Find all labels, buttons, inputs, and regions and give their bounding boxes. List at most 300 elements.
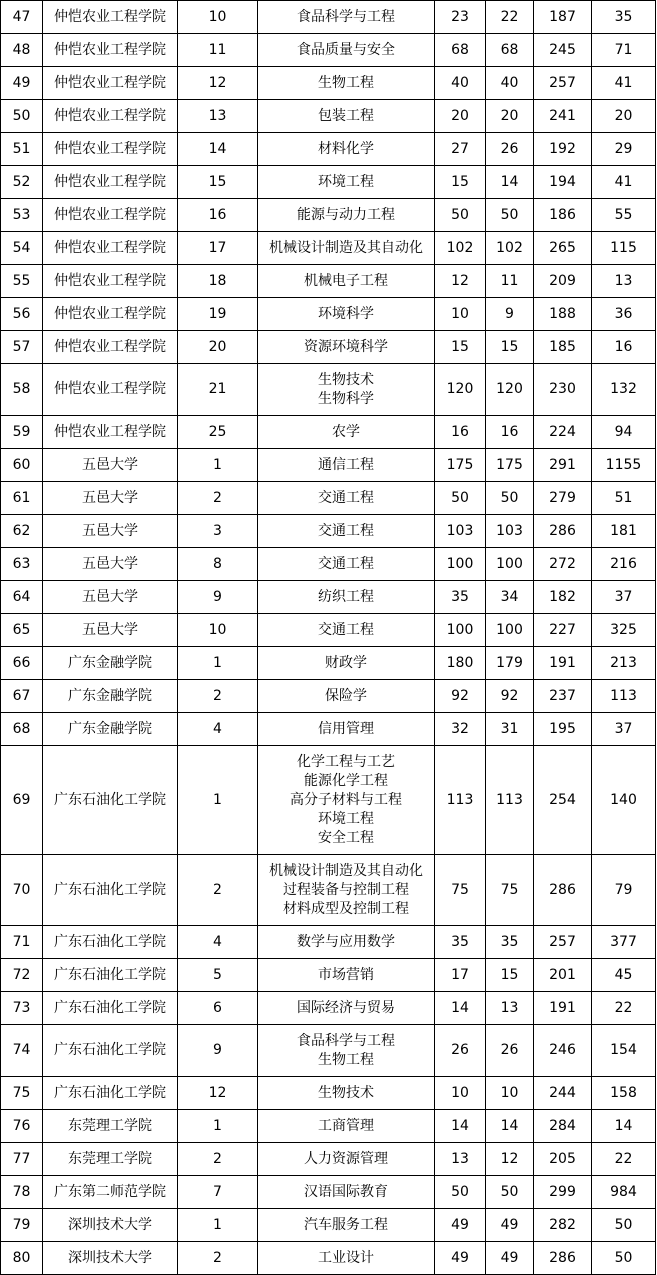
school-name-cell: 广东石油化工学院 xyxy=(43,1077,178,1110)
group-code-cell: 3 xyxy=(178,515,258,548)
admitted-count-cell: 113 xyxy=(486,746,534,855)
major-name: 食品科学与工程 xyxy=(297,1032,395,1049)
school-name-cell: 仲恺农业工程学院 xyxy=(43,416,178,449)
plan-count-cell: 15 xyxy=(435,331,486,364)
major-cell xyxy=(258,34,435,67)
major-cell xyxy=(258,1,435,34)
rank-cell: 41 xyxy=(592,67,656,100)
major-cell xyxy=(258,1176,435,1209)
rank-cell: 984 xyxy=(592,1176,656,1209)
major-cell xyxy=(258,992,435,1025)
major-name: 生物技术 xyxy=(318,1084,374,1101)
min-score-cell: 195 xyxy=(534,713,592,746)
school-name-cell: 仲恺农业工程学院 xyxy=(43,133,178,166)
rank-cell: 132 xyxy=(592,364,656,416)
row-number-cell: 64 xyxy=(1,581,43,614)
admitted-count-cell: 49 xyxy=(486,1242,534,1275)
group-code-cell: 14 xyxy=(178,133,258,166)
plan-count-cell: 175 xyxy=(435,449,486,482)
major-cell xyxy=(258,199,435,232)
major-name: 财政学 xyxy=(325,654,367,671)
row-number-cell: 71 xyxy=(1,926,43,959)
rank-cell: 50 xyxy=(592,1242,656,1275)
row-number-cell: 68 xyxy=(1,713,43,746)
table-row xyxy=(1,100,656,133)
rank-cell: 377 xyxy=(592,926,656,959)
min-score-cell: 187 xyxy=(534,1,592,34)
major-cell xyxy=(258,746,435,855)
major-name: 过程装备与控制工程 xyxy=(283,881,409,898)
rank-cell: 154 xyxy=(592,1025,656,1077)
major-cell xyxy=(258,1077,435,1110)
group-code-cell: 9 xyxy=(178,1025,258,1077)
table-row xyxy=(1,364,656,416)
table-row xyxy=(1,265,656,298)
group-code-cell: 15 xyxy=(178,166,258,199)
plan-count-cell: 15 xyxy=(435,166,486,199)
table-row xyxy=(1,855,656,926)
min-score-cell: 241 xyxy=(534,100,592,133)
row-number-cell: 65 xyxy=(1,614,43,647)
school-name-cell: 五邑大学 xyxy=(43,449,178,482)
row-number-cell: 48 xyxy=(1,34,43,67)
major-cell xyxy=(258,680,435,713)
row-number-cell: 80 xyxy=(1,1242,43,1275)
plan-count-cell: 35 xyxy=(435,581,486,614)
min-score-cell: 227 xyxy=(534,614,592,647)
major-name: 机械设计制造及其自动化 xyxy=(269,239,423,256)
major-name: 资源环境科学 xyxy=(304,338,388,355)
table-row xyxy=(1,1143,656,1176)
min-score-cell: 254 xyxy=(534,746,592,855)
row-number-cell: 77 xyxy=(1,1143,43,1176)
row-number-cell: 62 xyxy=(1,515,43,548)
admitted-count-cell: 92 xyxy=(486,680,534,713)
plan-count-cell: 14 xyxy=(435,1110,486,1143)
plan-count-cell: 75 xyxy=(435,855,486,926)
row-number-cell: 59 xyxy=(1,416,43,449)
rank-cell: 36 xyxy=(592,298,656,331)
major-cell xyxy=(258,166,435,199)
plan-count-cell: 10 xyxy=(435,298,486,331)
min-score-cell: 257 xyxy=(534,926,592,959)
major-cell xyxy=(258,133,435,166)
school-name-cell: 仲恺农业工程学院 xyxy=(43,166,178,199)
group-code-cell: 17 xyxy=(178,232,258,265)
major-name: 市场营销 xyxy=(318,966,374,983)
admitted-count-cell: 75 xyxy=(486,855,534,926)
rank-cell: 213 xyxy=(592,647,656,680)
min-score-cell: 286 xyxy=(534,1242,592,1275)
min-score-cell: 244 xyxy=(534,1077,592,1110)
admitted-count-cell: 9 xyxy=(486,298,534,331)
school-name-cell: 广东石油化工学院 xyxy=(43,959,178,992)
major-name: 高分子材料与工程 xyxy=(290,791,402,808)
table-body xyxy=(1,1,656,1275)
admitted-count-cell: 10 xyxy=(486,1077,534,1110)
major-name: 保险学 xyxy=(325,687,367,704)
table-row xyxy=(1,298,656,331)
plan-count-cell: 35 xyxy=(435,926,486,959)
rank-cell: 71 xyxy=(592,34,656,67)
major-name: 数学与应用数学 xyxy=(297,933,395,950)
rank-cell: 22 xyxy=(592,992,656,1025)
plan-count-cell: 20 xyxy=(435,100,486,133)
plan-count-cell: 16 xyxy=(435,416,486,449)
group-code-cell: 18 xyxy=(178,265,258,298)
group-code-cell: 13 xyxy=(178,100,258,133)
plan-count-cell: 27 xyxy=(435,133,486,166)
min-score-cell: 192 xyxy=(534,133,592,166)
admitted-count-cell: 100 xyxy=(486,548,534,581)
school-name-cell: 深圳技术大学 xyxy=(43,1209,178,1242)
table-row xyxy=(1,34,656,67)
table-row xyxy=(1,746,656,855)
group-code-cell: 7 xyxy=(178,1176,258,1209)
school-name-cell: 仲恺农业工程学院 xyxy=(43,34,178,67)
min-score-cell: 272 xyxy=(534,548,592,581)
admitted-count-cell: 35 xyxy=(486,926,534,959)
rank-cell: 325 xyxy=(592,614,656,647)
group-code-cell: 11 xyxy=(178,34,258,67)
school-name-cell: 仲恺农业工程学院 xyxy=(43,199,178,232)
rank-cell: 41 xyxy=(592,166,656,199)
table-row xyxy=(1,713,656,746)
rank-cell: 37 xyxy=(592,581,656,614)
table-row xyxy=(1,331,656,364)
row-number-cell: 61 xyxy=(1,482,43,515)
group-code-cell: 1 xyxy=(178,1209,258,1242)
table-row xyxy=(1,1,656,34)
major-cell xyxy=(258,548,435,581)
row-number-cell: 72 xyxy=(1,959,43,992)
row-number-cell: 47 xyxy=(1,1,43,34)
table-row xyxy=(1,1176,656,1209)
rank-cell: 16 xyxy=(592,331,656,364)
min-score-cell: 194 xyxy=(534,166,592,199)
major-cell xyxy=(258,614,435,647)
admitted-count-cell: 40 xyxy=(486,67,534,100)
school-name-cell: 广东金融学院 xyxy=(43,680,178,713)
plan-count-cell: 49 xyxy=(435,1209,486,1242)
plan-count-cell: 12 xyxy=(435,265,486,298)
admitted-count-cell: 100 xyxy=(486,614,534,647)
group-code-cell: 5 xyxy=(178,959,258,992)
major-name: 能源与动力工程 xyxy=(297,206,395,223)
admitted-count-cell: 103 xyxy=(486,515,534,548)
row-number-cell: 51 xyxy=(1,133,43,166)
school-name-cell: 东莞理工学院 xyxy=(43,1143,178,1176)
major-name: 食品质量与安全 xyxy=(297,41,395,58)
rank-cell: 113 xyxy=(592,680,656,713)
table-row xyxy=(1,482,656,515)
rank-cell: 140 xyxy=(592,746,656,855)
major-name: 环境科学 xyxy=(318,305,374,322)
rank-cell: 29 xyxy=(592,133,656,166)
admitted-count-cell: 50 xyxy=(486,1176,534,1209)
school-name-cell: 五邑大学 xyxy=(43,515,178,548)
table-row xyxy=(1,926,656,959)
rank-cell: 1155 xyxy=(592,449,656,482)
group-code-cell: 10 xyxy=(178,1,258,34)
major-cell xyxy=(258,515,435,548)
group-code-cell: 4 xyxy=(178,926,258,959)
row-number-cell: 53 xyxy=(1,199,43,232)
min-score-cell: 282 xyxy=(534,1209,592,1242)
min-score-cell: 191 xyxy=(534,992,592,1025)
row-number-cell: 55 xyxy=(1,265,43,298)
school-name-cell: 广东第二师范学院 xyxy=(43,1176,178,1209)
major-cell xyxy=(258,1143,435,1176)
min-score-cell: 185 xyxy=(534,331,592,364)
row-number-cell: 57 xyxy=(1,331,43,364)
admitted-count-cell: 26 xyxy=(486,1025,534,1077)
admitted-count-cell: 14 xyxy=(486,166,534,199)
min-score-cell: 186 xyxy=(534,199,592,232)
admitted-count-cell: 50 xyxy=(486,482,534,515)
min-score-cell: 201 xyxy=(534,959,592,992)
plan-count-cell: 103 xyxy=(435,515,486,548)
plan-count-cell: 120 xyxy=(435,364,486,416)
row-number-cell: 74 xyxy=(1,1025,43,1077)
table-row xyxy=(1,992,656,1025)
major-cell xyxy=(258,713,435,746)
school-name-cell: 五邑大学 xyxy=(43,614,178,647)
admitted-count-cell: 49 xyxy=(486,1209,534,1242)
group-code-cell: 25 xyxy=(178,416,258,449)
admitted-count-cell: 20 xyxy=(486,100,534,133)
group-code-cell: 2 xyxy=(178,680,258,713)
major-cell xyxy=(258,364,435,416)
school-name-cell: 仲恺农业工程学院 xyxy=(43,331,178,364)
plan-count-cell: 113 xyxy=(435,746,486,855)
group-code-cell: 8 xyxy=(178,548,258,581)
rank-cell: 45 xyxy=(592,959,656,992)
group-code-cell: 1 xyxy=(178,449,258,482)
major-name: 生物工程 xyxy=(318,74,374,91)
min-score-cell: 245 xyxy=(534,34,592,67)
school-name-cell: 东莞理工学院 xyxy=(43,1110,178,1143)
rank-cell: 35 xyxy=(592,1,656,34)
major-name: 国际经济与贸易 xyxy=(297,999,395,1016)
group-code-cell: 2 xyxy=(178,855,258,926)
table-row xyxy=(1,1077,656,1110)
major-cell xyxy=(258,416,435,449)
rank-cell: 14 xyxy=(592,1110,656,1143)
school-name-cell: 五邑大学 xyxy=(43,548,178,581)
major-name: 通信工程 xyxy=(318,456,374,473)
admitted-count-cell: 15 xyxy=(486,331,534,364)
major-name: 环境工程 xyxy=(318,173,374,190)
row-number-cell: 58 xyxy=(1,364,43,416)
major-cell xyxy=(258,232,435,265)
min-score-cell: 279 xyxy=(534,482,592,515)
rank-cell: 55 xyxy=(592,199,656,232)
table-row xyxy=(1,1025,656,1077)
major-name: 农学 xyxy=(332,423,360,440)
min-score-cell: 257 xyxy=(534,67,592,100)
school-name-cell: 广东石油化工学院 xyxy=(43,926,178,959)
major-cell xyxy=(258,449,435,482)
school-name-cell: 仲恺农业工程学院 xyxy=(43,232,178,265)
school-name-cell: 广东金融学院 xyxy=(43,713,178,746)
rank-cell: 79 xyxy=(592,855,656,926)
major-name: 生物工程 xyxy=(318,1051,374,1068)
group-code-cell: 12 xyxy=(178,1077,258,1110)
row-number-cell: 76 xyxy=(1,1110,43,1143)
plan-count-cell: 100 xyxy=(435,548,486,581)
table-row xyxy=(1,166,656,199)
major-cell xyxy=(258,482,435,515)
table-row xyxy=(1,1209,656,1242)
group-code-cell: 16 xyxy=(178,199,258,232)
table-row xyxy=(1,680,656,713)
major-name: 食品科学与工程 xyxy=(297,8,395,25)
major-cell xyxy=(258,647,435,680)
plan-count-cell: 102 xyxy=(435,232,486,265)
plan-count-cell: 92 xyxy=(435,680,486,713)
plan-count-cell: 50 xyxy=(435,199,486,232)
row-number-cell: 49 xyxy=(1,67,43,100)
min-score-cell: 299 xyxy=(534,1176,592,1209)
major-name: 环境工程 xyxy=(318,810,374,827)
major-name: 能源化学工程 xyxy=(304,772,388,789)
group-code-cell: 6 xyxy=(178,992,258,1025)
min-score-cell: 191 xyxy=(534,647,592,680)
table-row xyxy=(1,133,656,166)
min-score-cell: 224 xyxy=(534,416,592,449)
admitted-count-cell: 12 xyxy=(486,1143,534,1176)
school-name-cell: 五邑大学 xyxy=(43,581,178,614)
rank-cell: 50 xyxy=(592,1209,656,1242)
plan-count-cell: 10 xyxy=(435,1077,486,1110)
plan-count-cell: 50 xyxy=(435,482,486,515)
major-name: 化学工程与工艺 xyxy=(297,753,395,770)
admitted-count-cell: 175 xyxy=(486,449,534,482)
school-name-cell: 广东石油化工学院 xyxy=(43,855,178,926)
major-name: 生物科学 xyxy=(318,390,374,407)
plan-count-cell: 180 xyxy=(435,647,486,680)
admitted-count-cell: 50 xyxy=(486,199,534,232)
school-name-cell: 深圳技术大学 xyxy=(43,1242,178,1275)
rank-cell: 216 xyxy=(592,548,656,581)
min-score-cell: 284 xyxy=(534,1110,592,1143)
group-code-cell: 19 xyxy=(178,298,258,331)
major-name: 生物技术 xyxy=(318,371,374,388)
group-code-cell: 10 xyxy=(178,614,258,647)
row-number-cell: 54 xyxy=(1,232,43,265)
school-name-cell: 五邑大学 xyxy=(43,482,178,515)
row-number-cell: 66 xyxy=(1,647,43,680)
major-name: 工业设计 xyxy=(318,1249,374,1266)
rank-cell: 158 xyxy=(592,1077,656,1110)
major-name: 交通工程 xyxy=(318,522,374,539)
major-name: 交通工程 xyxy=(318,489,374,506)
admitted-count-cell: 22 xyxy=(486,1,534,34)
plan-count-cell: 49 xyxy=(435,1242,486,1275)
row-number-cell: 70 xyxy=(1,855,43,926)
min-score-cell: 205 xyxy=(534,1143,592,1176)
school-name-cell: 仲恺农业工程学院 xyxy=(43,364,178,416)
table-row xyxy=(1,614,656,647)
admitted-count-cell: 120 xyxy=(486,364,534,416)
admitted-count-cell: 68 xyxy=(486,34,534,67)
major-name: 工商管理 xyxy=(318,1117,374,1134)
school-name-cell: 仲恺农业工程学院 xyxy=(43,100,178,133)
school-name-cell: 广东石油化工学院 xyxy=(43,1025,178,1077)
major-name: 交通工程 xyxy=(318,555,374,572)
rank-cell: 20 xyxy=(592,100,656,133)
row-number-cell: 78 xyxy=(1,1176,43,1209)
major-name: 汽车服务工程 xyxy=(304,1216,388,1233)
row-number-cell: 75 xyxy=(1,1077,43,1110)
major-name: 包装工程 xyxy=(318,107,374,124)
school-name-cell: 仲恺农业工程学院 xyxy=(43,1,178,34)
major-name: 汉语国际教育 xyxy=(304,1183,388,1200)
plan-count-cell: 17 xyxy=(435,959,486,992)
row-number-cell: 63 xyxy=(1,548,43,581)
table-row xyxy=(1,581,656,614)
admitted-count-cell: 16 xyxy=(486,416,534,449)
major-cell xyxy=(258,67,435,100)
major-cell xyxy=(258,298,435,331)
rank-cell: 115 xyxy=(592,232,656,265)
group-code-cell: 2 xyxy=(178,1143,258,1176)
group-code-cell: 21 xyxy=(178,364,258,416)
group-code-cell: 1 xyxy=(178,746,258,855)
group-code-cell: 1 xyxy=(178,1110,258,1143)
row-number-cell: 52 xyxy=(1,166,43,199)
major-cell xyxy=(258,265,435,298)
admitted-count-cell: 11 xyxy=(486,265,534,298)
table-row xyxy=(1,959,656,992)
table-row xyxy=(1,232,656,265)
school-name-cell: 广东石油化工学院 xyxy=(43,992,178,1025)
row-number-cell: 56 xyxy=(1,298,43,331)
major-name: 交通工程 xyxy=(318,621,374,638)
major-name: 人力资源管理 xyxy=(304,1150,388,1167)
plan-count-cell: 26 xyxy=(435,1025,486,1077)
admitted-count-cell: 179 xyxy=(486,647,534,680)
row-number-cell: 50 xyxy=(1,100,43,133)
table-row xyxy=(1,548,656,581)
major-cell xyxy=(258,1025,435,1077)
table-row xyxy=(1,199,656,232)
admitted-count-cell: 13 xyxy=(486,992,534,1025)
group-code-cell: 2 xyxy=(178,482,258,515)
school-name-cell: 仲恺农业工程学院 xyxy=(43,67,178,100)
group-code-cell: 2 xyxy=(178,1242,258,1275)
table-row xyxy=(1,449,656,482)
admitted-count-cell: 15 xyxy=(486,959,534,992)
major-name: 材料化学 xyxy=(318,140,374,157)
group-code-cell: 9 xyxy=(178,581,258,614)
row-number-cell: 79 xyxy=(1,1209,43,1242)
rank-cell: 51 xyxy=(592,482,656,515)
plan-count-cell: 23 xyxy=(435,1,486,34)
major-name: 纺织工程 xyxy=(318,588,374,605)
min-score-cell: 291 xyxy=(534,449,592,482)
admitted-count-cell: 14 xyxy=(486,1110,534,1143)
school-name-cell: 广东石油化工学院 xyxy=(43,746,178,855)
plan-count-cell: 50 xyxy=(435,1176,486,1209)
major-cell xyxy=(258,855,435,926)
table-row xyxy=(1,67,656,100)
school-name-cell: 广东金融学院 xyxy=(43,647,178,680)
min-score-cell: 237 xyxy=(534,680,592,713)
plan-count-cell: 68 xyxy=(435,34,486,67)
min-score-cell: 188 xyxy=(534,298,592,331)
